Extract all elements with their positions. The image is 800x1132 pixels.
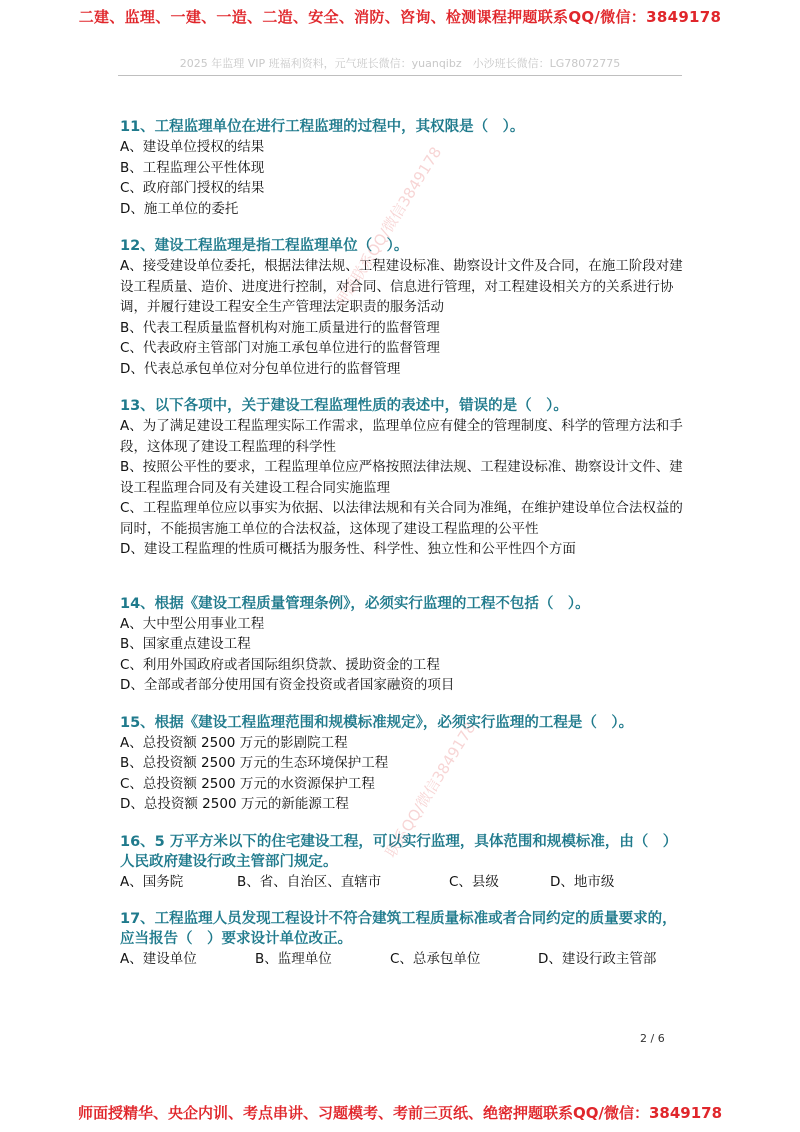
option-d: D、建设行政主管部	[538, 951, 657, 967]
watermark-text: 联系QQ/微信3849178	[381, 719, 480, 861]
question-title: 17、工程监理人员发现工程设计不符合建筑工程质量标准或者合同约定的质量要求的，应当报告（ ）要求设计单位改正。	[120, 911, 677, 947]
option-a: A、接受建设单位委托，根据法律法规、工程建设标准、勘察设计文件及合同，在施工阶段对建设工程质量、造价、进度进行控制，对合同、信息进行管理，对工程建设相关方的关系进行协调，并履行建设工程安全生产管理法定职责的服务活动	[120, 258, 683, 315]
question-title: 14、根据《建设工程质量管理条例》，必须实行监理的工程不包括（ ）。	[120, 595, 590, 612]
question-title: 11、工程监理单位在进行工程监理的过程中，其权限是（ ）。	[120, 119, 525, 135]
question-title: 13、以下各项中，关于建设工程监理性质的表述中，错误的是（ ）。	[120, 398, 568, 414]
option-c: C、总投资额 2500 万元的水资源保护工程	[120, 775, 375, 792]
option-b: B、总投资额 2500 万元的生态环境保护工程	[120, 755, 389, 771]
question-title: 16、5 万平方米以下的住宅建设工程，可以实行监理，具体范围和规模标准，由（ ）人民政府建设行政主管部门规定。	[120, 833, 678, 870]
option-a: A、为了满足建设工程监理实际工作需求，监理单位应有健全的管理制度、科学的管理方法和手段，这体现了建设工程监理的科学性	[120, 418, 683, 455]
header-divider	[118, 75, 682, 76]
option-c: C、代表政府主管部门对施工承包单位进行的监督管理	[120, 340, 440, 356]
top-ad-banner: 二建、监理、一建、一造、二造、安全、消防、咨询、检测课程押题联系QQ/微信：3849178	[78, 8, 722, 26]
question-12	[120, 236, 685, 379]
question-list	[120, 117, 685, 987]
question-14	[120, 594, 685, 696]
option-d: D、全部或者部分使用国有资金投资或者国家融资的项目	[120, 677, 455, 693]
page-header: 2025 年监理 VIP 班福利资料，元气班长微信：yuanqibz 小沙班长微信：LG78072775	[179, 57, 621, 70]
option-d: D、施工单位的委托	[120, 200, 239, 217]
option-c: C、利用外国政府或者国际组织贷款、援助资金的工程	[120, 656, 440, 673]
option-d: D、建设工程监理的性质可概括为服务性、科学性、独立性和公平性四个方面	[120, 541, 576, 557]
option-c: C、政府部门授权的结果	[120, 180, 265, 196]
question-title: 12、建设工程监理是指工程监理单位（ ）。	[120, 238, 409, 254]
bottom-ad-banner: 师面授精华、央企内训、考点串讲、习题模考、考前三页纸、绝密押题联系QQ/微信：3849178	[77, 1104, 723, 1122]
option-a: A、国务院	[120, 873, 184, 890]
option-c: C、工程监理单位应以事实为依据、以法律法规和有关合同为准绳，在维护建设单位合法权益的同时，不能损害施工单位的合法权益，这体现了建设工程监理的公平性	[120, 500, 683, 537]
option-c: C、县级	[449, 873, 499, 890]
option-a: A、总投资额 2500 万元的影剧院工程	[120, 734, 348, 751]
watermark-text: 押题联系QQ/微信3849178	[331, 143, 446, 311]
option-b: B、工程监理公平性体现	[120, 159, 265, 176]
option-d: D、地市级	[550, 873, 615, 890]
question-title: 15、根据《建设工程监理范围和规模标准规定》，必须实行监理的工程是（ ）。	[120, 714, 634, 731]
option-d: D、代表总承包单位对分包单位进行的监督管理	[120, 360, 401, 377]
page-number: 2 / 6	[640, 1032, 665, 1045]
question-17	[120, 909, 685, 970]
options-row	[120, 872, 685, 893]
option-b: B、代表工程质量监督机构对施工质量进行的监督管理	[120, 319, 440, 336]
question-13	[120, 396, 685, 560]
option-b: B、省、自治区、直辖市	[237, 873, 382, 890]
option-a: A、建设单位	[120, 951, 197, 967]
option-b: B、国家重点建设工程	[120, 636, 251, 652]
option-d: D、总投资额 2500 万元的新能源工程	[120, 796, 349, 812]
option-c: C、总承包单位	[390, 951, 481, 967]
option-b: B、监理单位	[255, 951, 332, 967]
question-15	[120, 713, 685, 815]
options-row	[120, 949, 685, 970]
option-b: B、按照公平性的要求，工程监理单位应严格按照法律法规、工程建设标准、勘察设计文件、建设工程监理合同及有关建设工程合同实施监理	[120, 459, 683, 496]
option-a: A、大中型公用事业工程	[120, 615, 265, 632]
option-a: A、建设单位授权的结果	[120, 139, 265, 155]
